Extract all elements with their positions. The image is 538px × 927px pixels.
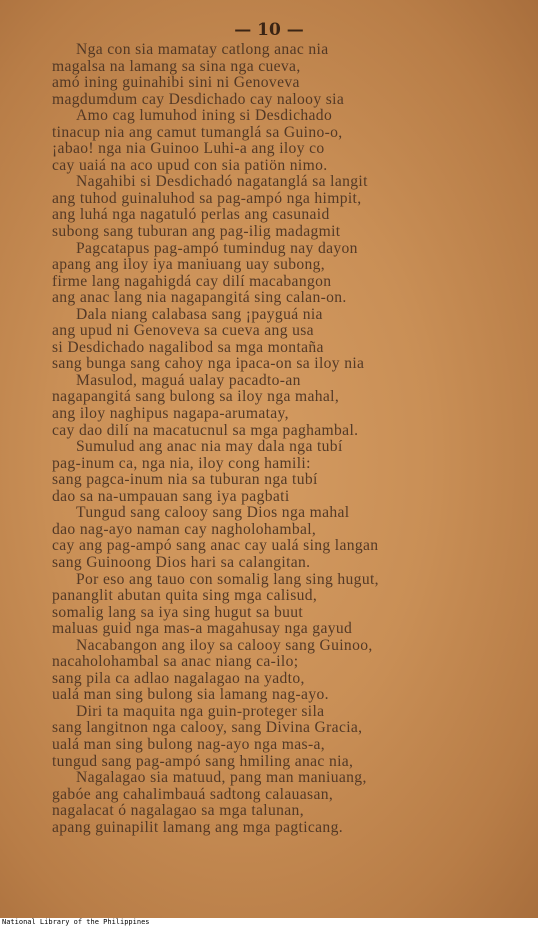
text-line: nacaholohambal sa anac niang ca-ilo; — [52, 654, 299, 671]
page-number: — 10 — — [234, 20, 304, 40]
text-line: nagalacat ó nagalagao sa mga talunan, — [52, 803, 304, 820]
text-line: pag-inum ca, nga nia, iloy cong hamili: — [52, 455, 311, 472]
text-line: Sumulud ang anac nia may dala nga tubí — [76, 439, 343, 456]
text-line: ang upud ni Genoveva sa cueva ang usa — [52, 323, 314, 340]
text-line: sang pagca-inum nia sa tuburan nga tubí — [52, 472, 318, 489]
text-line: maluas guid nga mas-a magahusay nga gayud — [52, 621, 353, 638]
text-line: Tungud sang calooy sang Dios nga mahal — [76, 505, 350, 522]
text-line: Por eso ang tauo con somalig lang sing hugut, — [76, 571, 379, 588]
text-line: Pagcatapus pag-ampó tumindug nay dayon — [76, 240, 358, 257]
text-line: sang langitnon nga calooy, sang Divina Gracia, — [52, 720, 363, 737]
text-line: pananglit abutan quita sing mga calisud, — [52, 588, 318, 605]
text-line: cay ang pag-ampó sang anac cay ualá sing langan — [52, 538, 379, 555]
text-line: Masulod, maguá ualay pacadto-an — [76, 372, 301, 389]
text-line: Nacabangon ang iloy sa calooy sang Guinoo, — [76, 637, 373, 654]
text-line: ualá man sing bulong sia lamang nag-ayo. — [52, 687, 329, 704]
text-line: Nagahibi si Desdichadó nagatanglá sa langit — [76, 174, 368, 191]
text-line: subong sang tuburan ang pag-ilig madagmit — [52, 224, 341, 241]
text-line: ¡abao! nga nia Guinoo Luhi-a ang iloy co — [52, 141, 325, 158]
text-line: somalig lang sa iya sing hugut sa buut — [52, 604, 304, 621]
text-line: ang iloy naghipus nagapa-arumatay, — [52, 406, 289, 423]
text-line: Amo cag lumuhod ining si Desdichado — [76, 108, 333, 125]
text-line: si Desdichado nagalibod sa mga montaña — [52, 339, 324, 356]
text-line: dao sa na-umpauan sang iya pagbati — [52, 488, 290, 505]
text-line: sang Guinoong Dios hari sa calangitan. — [52, 554, 311, 571]
text-line: nagapangitá sang bulong sa iloy nga mahal, — [52, 389, 340, 406]
text-line: Dala niang calabasa sang ¡payguá nia — [76, 306, 323, 323]
text-line: firme lang nagahigdá cay dilí macabangon — [52, 273, 332, 290]
text-line: apang guinapilit lamang ang mga pagticang. — [52, 819, 343, 836]
library-credit: National Library of the Philippines — [2, 918, 150, 926]
text-line: tinacup nia ang camut tumanglá sa Guino-o, — [52, 124, 343, 141]
text-line: gabóe ang cahalimbauá sadtong calauasan, — [52, 786, 334, 803]
text-line: Diri ta maquita nga guin-proteger sila — [76, 703, 325, 720]
text-line: cay uaiá na aco upud con sia patiön nimo. — [52, 157, 328, 174]
text-line: magdumdum cay Desdichado cay nalooy sia — [52, 91, 345, 108]
text-line: cay dao dilí na macatucnul sa mga paghambal. — [52, 422, 359, 439]
text-line: amó ining guinahibi sini ni Genoveva — [52, 75, 300, 92]
text-line: ang luhá nga nagatuló perlas ang casunaid — [52, 207, 330, 224]
text-line: sang pila ca adlao nagalagao na yadto, — [52, 670, 305, 687]
text-line: dao nag-ayo naman cay nagholohambal, — [52, 521, 317, 538]
text-line: ang tuhod guinaluhod sa pag-ampó nga himpit, — [52, 190, 362, 207]
text-line: ang anac lang nia nagapangitá sing calan-on. — [52, 290, 347, 307]
poem-text — [52, 42, 492, 836]
text-line: apang ang iloy iya maniuang uay subong, — [52, 257, 326, 274]
text-line: Nagalagao sia matuud, pang man maniuang, — [76, 770, 367, 787]
text-line: ualá man sing bulong nag-ayo nga mas-a, — [52, 736, 326, 753]
text-line: sang bunga sang cahoy nga ipaca-on sa iloy nia — [52, 356, 365, 373]
text-line: tungud sang pag-ampó sang hmiling anac nia, — [52, 753, 354, 770]
text-line: magalsa na lamang sa sina nga cueva, — [52, 58, 301, 75]
text-line: Nga con sia mamatay catlong anac nia — [76, 42, 329, 58]
